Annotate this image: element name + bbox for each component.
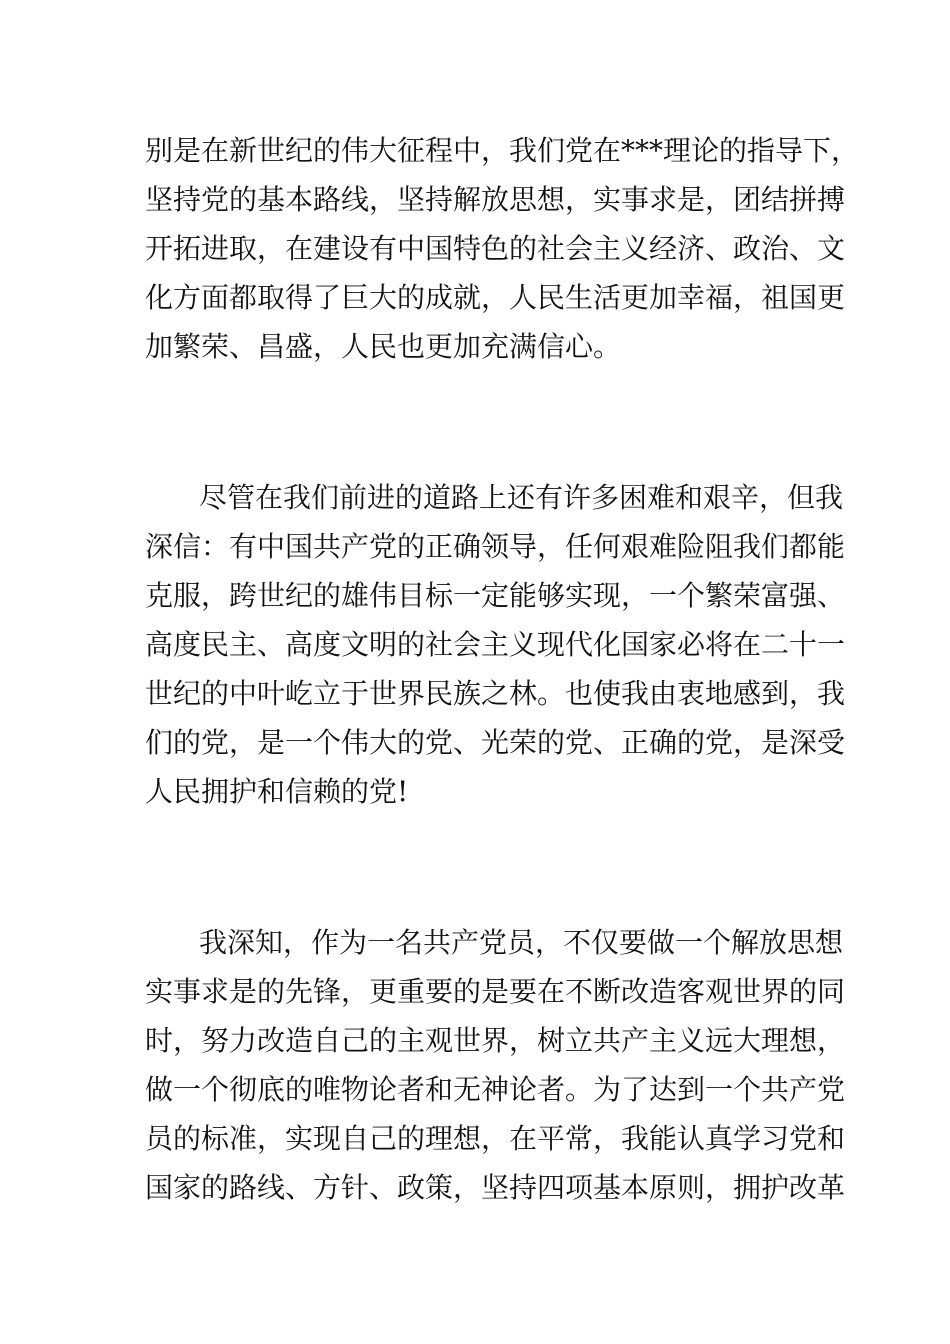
text-line: 尽管在我们前进的道路上还有许多困难和艰辛，但我 [199,481,844,514]
text-line: 高度民主、高度文明的社会主义现代化国家必将在二十一 [145,628,846,661]
text-line: 员的标准，实现自己的理想，在平常，我能认真学习党和 [145,1122,846,1155]
text-line: 们的党，是一个伟大的党、光荣的党、正确的党，是深受 [145,726,846,759]
text-line: 国家的路线、方针、政策，坚持四项基本原则，拥护改革 [145,1171,846,1204]
text-line: 做一个彻底的唯物论者和无神论者。为了达到一个共产党 [145,1073,846,1106]
text-line: 深信：有中国共产党的正确领导，任何艰难险阻我们都能 [145,530,846,563]
text-line: 克服，跨世纪的雄伟目标一定能够实现，一个繁荣富强、 [145,579,846,612]
text-line: 别是在新世纪的伟大征程中，我们党在***理论的指导下， [145,134,860,167]
text-line: 加繁荣、昌盛，人民也更加充满信心。 [145,330,622,363]
text-line: 我深知，作为一名共产党员，不仅要做一个解放思想 [199,926,844,959]
text-line: 人民拥护和信赖的党! [145,775,409,808]
text-line: 开拓进取，在建设有中国特色的社会主义经济、政治、文 [145,232,846,265]
text-line: 世纪的中叶屹立于世界民族之林。也使我由衷地感到，我 [145,677,846,710]
text-line: 时，努力改造自己的主观世界，树立共产主义远大理想， [145,1024,846,1057]
text-line: 实事求是的先锋，更重要的是要在不断改造客观世界的同 [145,975,846,1008]
text-line: 坚持党的基本路线，坚持解放思想，实事求是，团结拼搏 [145,183,846,216]
text-line: 化方面都取得了巨大的成就，人民生活更加幸福，祖国更 [145,281,846,314]
